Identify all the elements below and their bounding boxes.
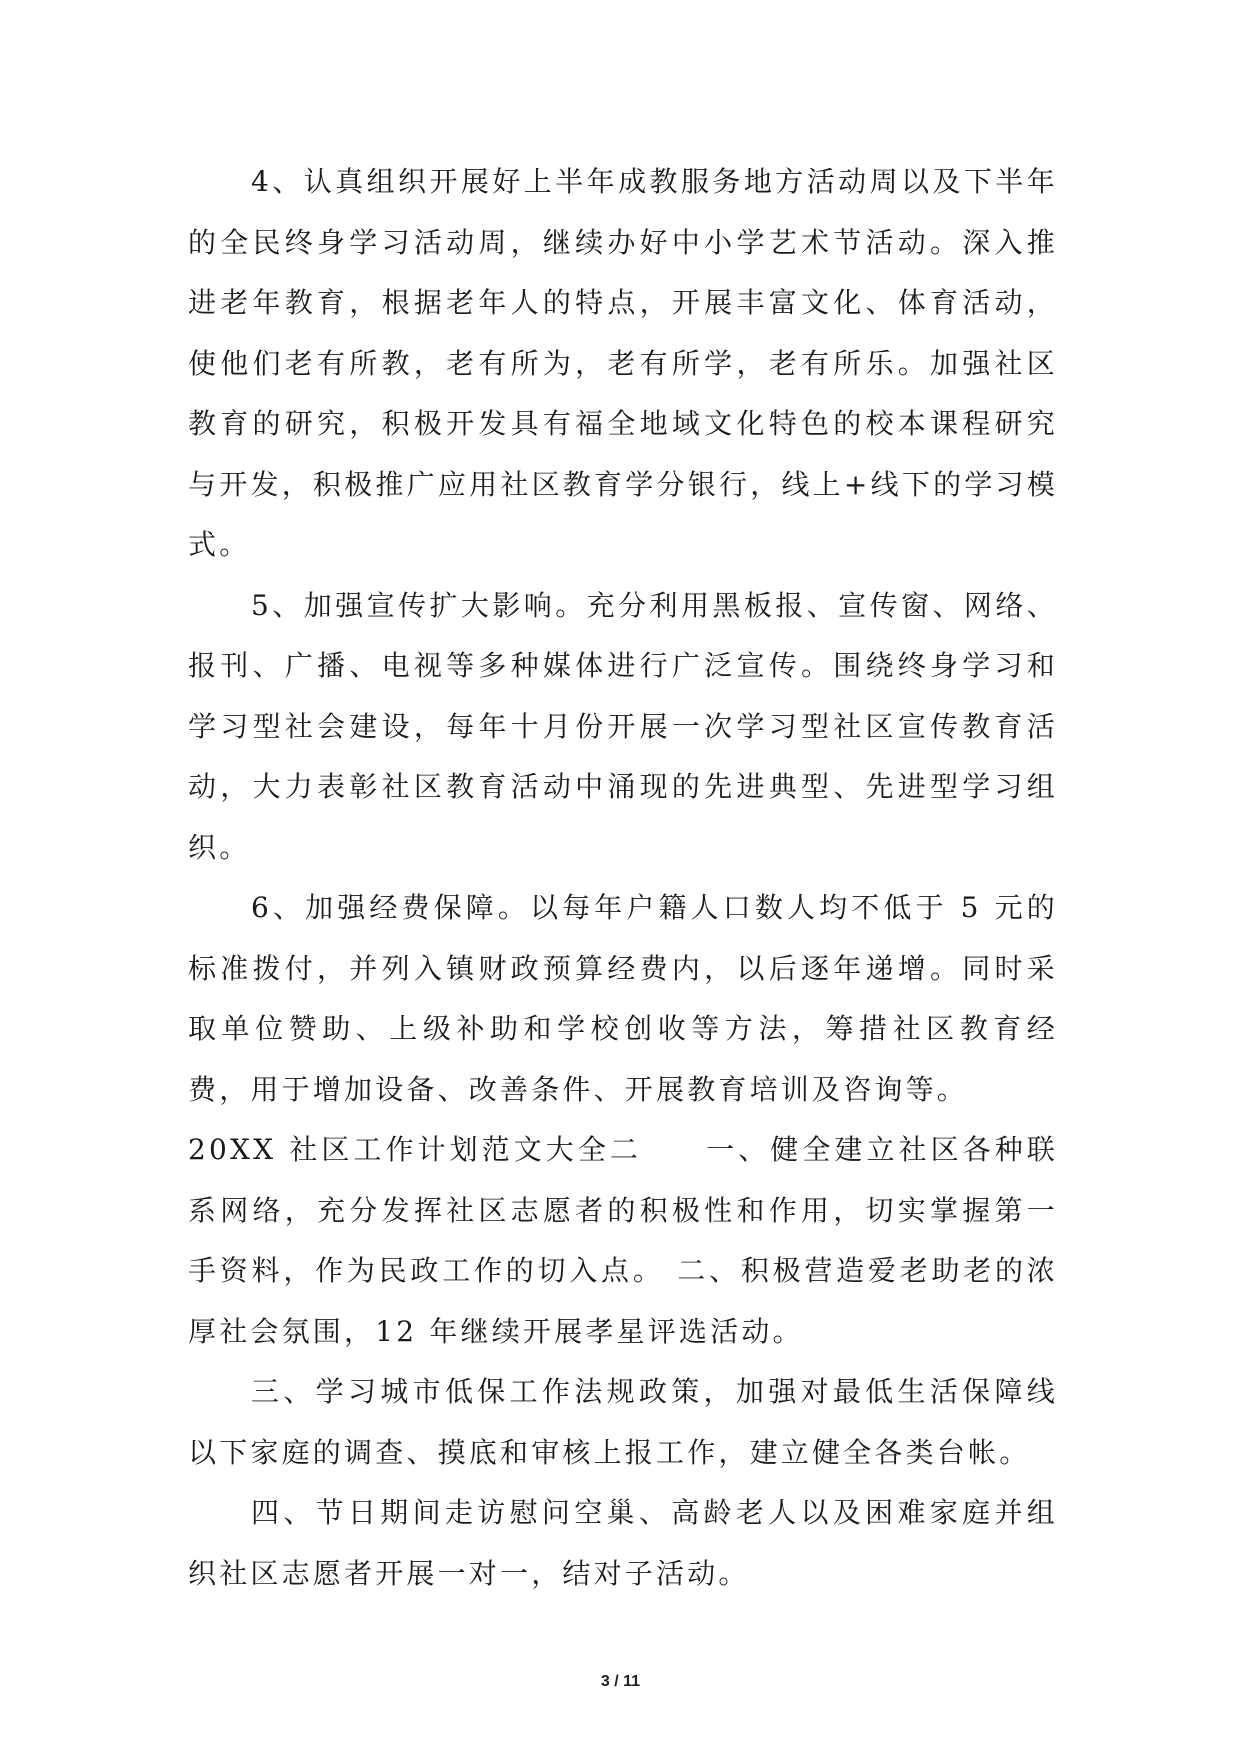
paragraph-section-two-intro: 20XX 社区工作计划范文大全二 一、健全建立社区各种联系网络，充分发挥社区志愿者的积极性和作用，切实掌握第一手资料，作为民政工作的切入点。 二、积极营造爱老助老的浓厚社会氛围，12 年继续开展孝星评选活动。	[188, 1133, 1058, 1348]
paragraph-item-three: 三、学习城市低保工作法规政策，加强对最低生活保障线以下家庭的调查、摸底和审核上报工作，建立健全各类台帐。	[188, 1375, 1058, 1469]
page-number: 3 / 11	[600, 1673, 641, 1690]
paragraph-item-four: 四、节日期间走访慰问空巢、高龄老人以及困难家庭并组织社区志愿者开展一对一，结对子活动。	[188, 1496, 1058, 1590]
document-body	[188, 152, 1058, 1604]
paragraph-item-5: 5、加强宣传扩大影响。充分利用黑板报、宣传窗、网络、报刊、广播、电视等多种媒体进行广泛宣传。围绕终身学习和学习型社会建设，每年十月份开展一次学习型社区宣传教育活动，大力表彰社区教育活动中涌现的先进典型、先进型学习组织。	[188, 588, 1058, 864]
paragraph-item-4: 4、认真组织开展好上半年成教服务地方活动周以及下半年的全民终身学习活动周，继续办好中小学艺术节活动。深入推进老年教育，根据老年人的特点，开展丰富文化、体育活动，使他们老有所教，老有所为，老有所学，老有所乐。加强社区教育的研究，积极开发具有福全地域文化特色的校本课程研究与开发，积极推广应用社区教育学分银行，线上+线下的学习模式。	[188, 165, 1058, 561]
paragraph-item-6: 6、加强经费保障。以每年户籍人口数人均不低于 5 元的标准拨付，并列入镇财政预算经费内，以后逐年递增。同时采取单位赞助、上级补助和学校创收等方法，筹措社区教育经费，用于增加设备、改善条件、开展教育培训及咨询等。	[188, 891, 1058, 1106]
